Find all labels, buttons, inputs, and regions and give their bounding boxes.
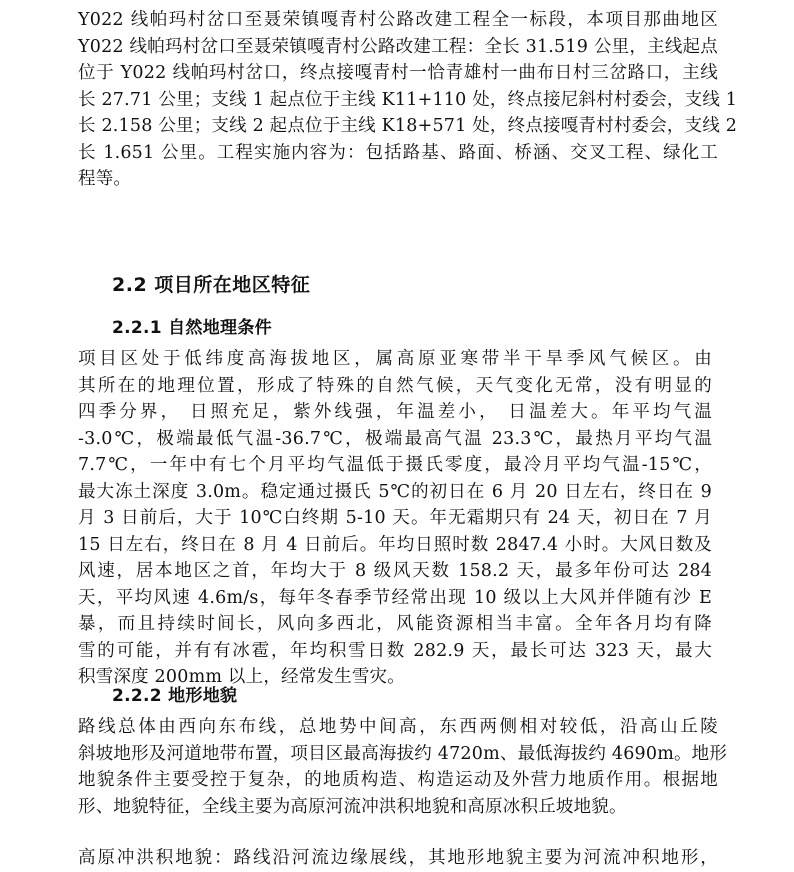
text-line: 月 3 日前后，大于 10℃白终期 5-10 天。年无霜期只有 24 天，初日在 7 月 — [78, 508, 712, 528]
text-line: 四季分界， 日照充足，紫外线强，年温差小， 日温差大。年平均气温 — [78, 402, 712, 422]
text-line: 最大冻土深度 3.0m。稳定通过摄氏 5℃的初日在 6 月 20 日左右，终日在 9 — [78, 481, 712, 502]
text-line: 天，平均风速 4.6m/s，每年冬春季节经常出现 10 级以上大风并伴随有沙 E — [78, 587, 712, 608]
text-line: -3.0℃，极端最低气温-36.7℃，极端最高气温 23.3℃，最热月平均气温 — [78, 428, 712, 449]
subsection-heading-natural-geography: 2.2.1 自然地理条件 — [112, 318, 272, 338]
text-line: 15 日左右，终日在 8 月 4 日前后。年均日照时数 2847.4 小时。大风日数及 — [78, 534, 712, 555]
text-line: 高原冲洪积地貌：路线沿河流边缘展线，其地形地貌主要为河流冲积地形， — [78, 848, 718, 868]
text-line: 项目区处于低纬度高海拔地区，属高原亚寒带半干旱季风气候区。由 — [78, 349, 712, 369]
subsection-heading-landform: 2.2.2 地形地貌 — [112, 686, 238, 706]
text-line: 暴，而且持续时间长，风向多西北，风能资源相当丰富。全年各月均有降 — [78, 614, 712, 634]
text-line: 风速，居本地区之首，年均大于 8 级风天数 158.2 天，最多年份可达 284 — [78, 561, 712, 581]
natural-geography-paragraph — [78, 346, 712, 691]
text-line: Y022 线帕玛村岔口至聂荣镇嘎青村公路改建工程：全长 31.519 公里，主线起点 — [78, 36, 718, 57]
intro-paragraph — [78, 7, 738, 193]
text-line: 长 27.71 公里；支线 1 起点位于主线 K11+110 处，终点接尼斜村村委会，支线 1 — [78, 89, 738, 110]
text-line: 7.7℃，一年中有七个月平均气温低于摄氏零度，最冷月平均气温-15℃， — [78, 455, 712, 475]
landform-paragraph — [78, 714, 728, 820]
text-line: 长 1.651 公里。工程实施内容为：包括路基、路面、桥涵、交叉工程、绿化工 — [78, 142, 718, 163]
text-line: 位于 Y022 线帕玛村岔口，终点接嘎青村一恰青雄村一曲布日村三岔路口，主线 — [78, 63, 718, 83]
text-line: 程等。 — [78, 169, 132, 189]
text-line: 路线总体由西向东布线，总地势中间高，东西两侧相对较低，沿高山丘陵 — [78, 717, 718, 737]
text-line: 斜坡地形及河道地带布置，项目区最高海拔约 4720m、最低海拔约 4690m。地形 — [78, 743, 728, 764]
section-heading: 2.2 项目所在地区特征 — [112, 274, 311, 296]
text-line: 地貌条件主要受控于复杂，的地质构造、构造运动及外营力地质作用。根据地 — [78, 770, 718, 790]
text-line: 其所在的地理位置，形成了特殊的自然气候，天气变化无常，没有明显的 — [78, 375, 712, 396]
alluvial-landform-paragraph — [78, 845, 718, 872]
text-line: 雪的可能，并有有冰雹，年均积雪日数 282.9 天，最长可达 323 天，最大 — [78, 640, 712, 661]
text-line: 形、地貌特征，全线主要为高原河流冲洪积地貌和高原冰积丘坡地貌。 — [78, 796, 627, 817]
text-line: Y022 线帕玛村岔口至聂荣镇嘎青村公路改建工程全一标段，本项目那曲地区 — [78, 10, 718, 30]
text-line: 长 2.158 公里；支线 2 起点位于主线 K18+571 处，终点接嘎青村村委会，支线 2 — [78, 116, 738, 136]
text-line: 积雪深度 200mm 以上，经常发生雪灾。 — [78, 667, 405, 687]
